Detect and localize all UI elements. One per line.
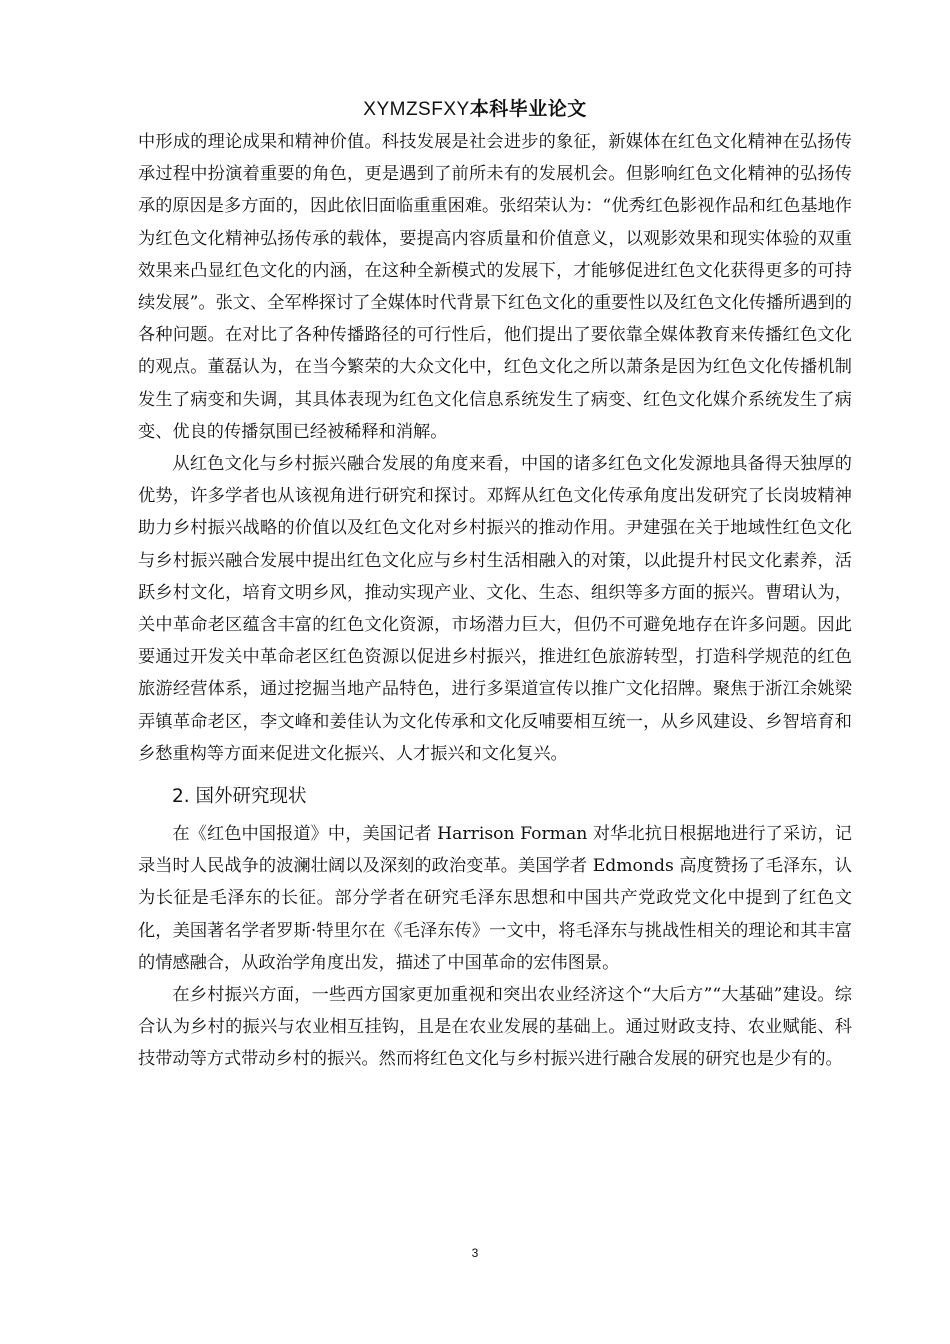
paragraph-foreign-red-culture: 在《红色中国报道》中，美国记者 Harrison Forman 对华北抗日根据地进行了采访，记录当时人民战争的波澜壮阔以及深刻的政治变革。美国学者 Edmonds 高度赞扬了毛泽东，认为长征是毛泽东的长征。部分学者在研究毛泽东思想和中国共产党政党文化中提到了红色文化，美国著名学者罗斯·特里尔在《毛泽东传》一文中，将毛泽东与挑战性相关的理论和其丰富的情感融合，从政治学角度出发，描述了中国革命的宏伟图景。	[138, 824, 852, 973]
header-code: XYMZSFXY	[363, 99, 470, 120]
paragraph-foreign-rural: 在乡村振兴方面，一些西方国家更加重视和突出农业经济这个“大后方”“大基础”建设。综合认为乡村的振兴与农业相互挂钩，且是在农业发展的基础上。通过财政支持、农业赋能、科技带动等方式带动乡村的振兴。然而将红色文化与乡村振兴进行融合发展的研究也是少有的。	[138, 985, 852, 1070]
page-number: 3	[471, 1246, 479, 1260]
paragraph-continued: 中形成的理论成果和精神价值。科技发展是社会进步的象征，新媒体在红色文化精神在弘扬传承过程中扮演着重要的角色，更是遇到了前所未有的发展机会。但影响红色文化精神的弘扬传承的原因是多方面的，因此依旧面临重重困难。张绍荣认为：“优秀红色影视作品和红色基地作为红色文化精神弘扬传承的载体，要提高内容质量和价值意义，以观影效果和现实体验的双重效果来凸显红色文化的内涵，在这种全新模式的发展下，才能够促进红色文化获得更多的可持续发展”。张文、全军桦探讨了全媒体时代背景下红色文化的重要性以及红色文化传播所遇到的各种问题。在对比了各种传播路径的可行性后，他们提出了要依靠全媒体教育来传播红色文化的观点。董磊认为，在当今繁荣的大众文化中，红色文化之所以萧条是因为红色文化传播机制发生了病变和失调，其具体表现为红色文化信息系统发生了病变、红色文化媒介系统发生了病变、优良的传播氛围已经被稀释和消解。	[138, 132, 852, 442]
header-title: 本科毕业论文	[469, 98, 587, 120]
paragraph-domestic-rural: 从红色文化与乡村振兴融合发展的角度来看，中国的诸多红色文化发源地具备得天独厚的优势，许多学者也从该视角进行研究和探讨。邓辉从红色文化传承角度出发研究了长岗坡精神助力乡村振兴战略的价值以及红色文化对乡村振兴的推动作用。尹建强在关于地域性红色文化与乡村振兴融合发展中提出红色文化应与乡村生活相融入的对策，以此提升村民文化素养，活跃乡村文化，培育文明乡风，推动实现产业、文化、生态、组织等多方面的振兴。曹珺认为，关中革命老区蕴含丰富的红色文化资源，市场潜力巨大，但仍不可避免地存在许多问题。因此要通过开发关中革命老区红色资源以促进乡村振兴，推进红色旅游转型，打造科学规范的红色旅游经营体系，通过挖掘当地产品特色，进行多渠道宣传以推广文化招牌。聚焦于浙江余姚梁弄镇革命老区，李文峰和姜佳认为文化传承和文化反哺要相互统一，从乡风建设、乡智培育和乡愁重构等方面来促进文化振兴、人才振兴和文化复兴。	[138, 454, 852, 764]
document-body	[138, 126, 852, 1076]
section-heading-foreign-research: 2. 国外研究现状	[172, 786, 307, 808]
page-header	[0, 96, 950, 123]
